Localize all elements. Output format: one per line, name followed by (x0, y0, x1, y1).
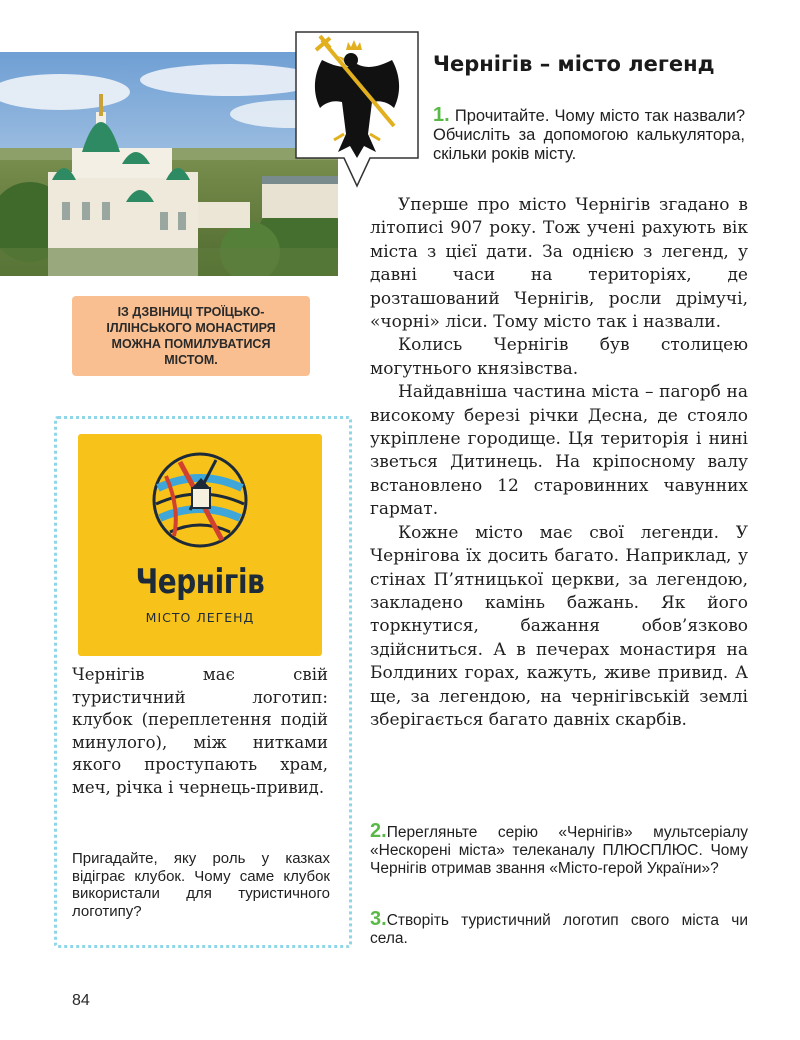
task-1 (433, 106, 745, 164)
monastery-photo (0, 52, 338, 276)
logo-title: Чернігів (135, 562, 265, 602)
logo-question: Пригадайте, яку роль у казках відіграє клубок. Чому саме клубок використали для туристичного логотипу? (72, 850, 330, 920)
task-1-number: 1. (433, 104, 450, 126)
main-text (370, 194, 748, 732)
task-3-text: Створіть туристичний логотип свого міста чи села. (370, 912, 748, 947)
paragraph: Уперше про місто Чернігів згадано в літописі 907 року. Тож учені рахують вік міста з цієї дати. За однією з легенд, у давні часи на територіях, де розташований Чернігів, росли дрімучі, «чорні» ліси. Тому місто так і назвали. (370, 195, 748, 333)
tourist-logo (78, 434, 322, 656)
logo-description: Чернігів має свій туристичний логотип: клубок (переплетення подій минулого), між нитками якого проступають храм, меч, річка і чернець-привид. (72, 665, 328, 797)
task-2-number: 2. (370, 820, 387, 842)
photo-caption (72, 296, 310, 376)
task-3 (370, 910, 748, 948)
logo-subtitle: МІСТО ЛЕГЕНД (145, 610, 255, 625)
task-1-text: Прочитайте. Чому місто так назвали? Обчисліть за допомогою калькулятора, скільки років місту. (433, 107, 745, 163)
task-3-number: 3. (370, 908, 387, 930)
paragraph: Кожне місто має свої легенди. У Чернігова їх досить багато. Наприклад, у стінах П’ятницької церкви, за легендою, закладено камінь бажань. Як його торкнутися, бажання обов’язково здійсниться. А в печерах монастиря на Болдиних горах, кажуть, живе привид. А ще, за легендою, на чернігівській землі зберігається багато давніх скарбів. (370, 522, 748, 730)
task-2 (370, 822, 748, 878)
task-2-text: Перегляньте серію «Чернігів» мультсеріалу «Нескорені міста» телеканалу ПЛЮСПЛЮС. Чому Чернігів отримав звання «Місто-герой України»? (370, 824, 748, 877)
photo-caption-text: ІЗ ДЗВІНИЦІ ТРОЇЦЬКО-ІЛЛІНСЬКОГО МОНАСТИРЯ МОЖНА ПОМИЛУВАТИСЯ МІСТОМ. (106, 305, 276, 367)
coat-of-arms (294, 30, 420, 195)
page-title: Чернігів – місто легенд (433, 52, 715, 76)
paragraph: Колись Чернігів був столицею могутнього князівства. (370, 335, 748, 379)
yarn-ball-icon (150, 448, 250, 552)
page-number: 84 (72, 992, 90, 1009)
paragraph: Найдавніша частина міста – пагорб на високому березі річки Десна, де стояло укріплене городище. Ця територія і нині зветься Дитинець. На кріпосному валу встановлено 12 старовинних чавунних гармат. (370, 382, 748, 520)
